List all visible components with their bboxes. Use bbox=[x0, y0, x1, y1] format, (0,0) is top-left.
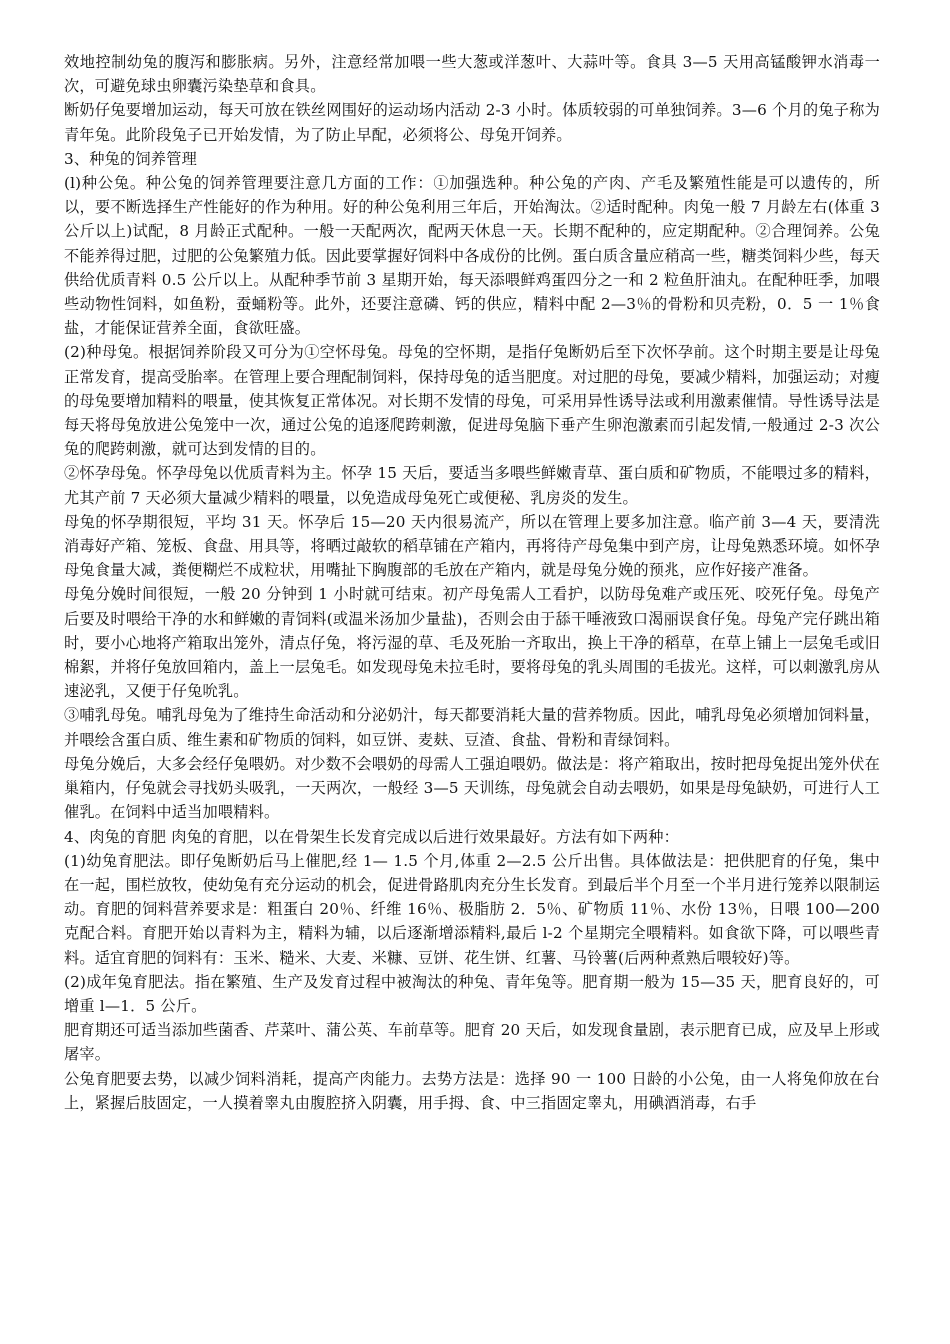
paragraph-fattening-additives: 肥育期还可适当添加些菌香、芹菜叶、蒲公英、车前草等。肥育 20 天后，如发现食量剧，表示肥育已成，应及早上形或屠宰。 bbox=[64, 1021, 880, 1064]
paragraph-nursing: 母兔分娩后，大多会经仔兔喂奶。对少数不会喂奶的母需人工强迫喂奶。做法是：将产箱取出，按时把母兔捉出笼外伏在巢箱内，仔兔就会寻找奶头吸乳，一天两次，一般经 3—5 天训练，母兔就会自动去喂奶，如果是母兔缺奶，可进行人工催乳。在饲料中适当加喂精料。 bbox=[64, 754, 880, 822]
section-heading-breeding-rabbits: 3、种兔的饲养管理 bbox=[64, 149, 197, 168]
paragraph-weaning-diarrhea: 效地控制幼兔的腹泻和膨胀病。另外，注意经常加喂一些大葱或洋葱叶、大蒜叶等。食具 3—5 天用高锰酸钾水消毒一次，可避免球虫卵囊污染垫草和食具。 bbox=[64, 53, 880, 96]
paragraph-breeding-doe-open: (2)种母兔。根据饲养阶段又可分为①空怀母兔。母兔的空怀期，是指仔兔断奶后至下次怀孕前。这个时期主要是让母兔正常发育，提高受胎率。在管理上要合理配制饲料，保持母兔的适当肥度。对过肥的母兔，要减少精料，加强运动；对瘦的母兔要增加精料的喂量，使其恢复正常体况。对长期不发情的母兔，可采用异性诱导法或利用激素催情。导性诱导法是每天将母兔放进公兔笼中一次，通过公兔的追逐爬跨刺激，促进母兔脑下垂产生卵泡激素而引起发情,一般通过 2-3 次公兔的爬跨刺激，就可达到发情的目的。 bbox=[64, 343, 880, 459]
section-heading-fattening: 4、肉兔的育肥 肉兔的育肥，以在骨架生长发育完成以后进行效果最好。方法有如下两种： bbox=[64, 827, 680, 846]
paragraph-weaned-rabbits: 断奶仔兔要增加运动，每天可放在铁丝网围好的运动场内活动 2-3 小时。体质较弱的可单独饲养。3—6 个月的兔子称为青年兔。此阶段兔子已开始发情，为了防止早配，必须将公、母兔开饲养。 bbox=[64, 101, 880, 144]
paragraph-gestation-period: 母兔的怀孕期很短，平均 31 天。怀孕后 15—20 天内很易流产，所以在管理上要多加注意。临产前 3—4 天，要清洗消毒好产箱、笼板、食盘、用具等，将晒过敲软的稻草铺在产箱内，再将待产母兔集中到产房，让母兔熟悉环境。如怀孕母兔食量大减，粪便糊烂不成粒状，用嘴扯下胸腹部的毛放在产箱内，就是母兔分娩的预兆，应作好接产准备。 bbox=[64, 512, 880, 580]
paragraph-young-fattening: (1)幼兔育肥法。即仔兔断奶后马上催肥,经 1— 1.5 个月,体重 2—2.5 公斤出售。具体做法是：把供肥育的仔兔，集中在一起，围栏放牧，使幼兔有充分运动的机会，促进骨路肌肉充分生长发育。到最后半个月至一个半月进行笼养以限制运动。育肥的饲料营养要求是：粗蛋白 20％、纤维 16％、极脂肪 2．5％、矿物质 11％、水份 13％，日喂 100—200 克配合料。育肥开始以青料为主，精料为辅，以后逐渐增添精料,最后 l-2 个星期完全喂精料。如食欲下降，可以喂些青料。适宜育肥的饲料有：玉米、糙米、大麦、米糠、豆饼、花生饼、红薯、马铃薯(后两种煮熟后喂较好)等。 bbox=[64, 851, 880, 967]
paragraph-adult-fattening: (2)成年兔育肥法。指在繁殖、生产及发育过程中被淘汰的种兔、青年兔等。肥育期一般为 15—35 天，肥育良好的，可增重 l—1．5 公斤。 bbox=[64, 972, 880, 1015]
paragraph-pregnant-doe: ②怀孕母兔。怀孕母兔以优质青料为主。怀孕 15 天后，要适当多喂些鲜嫩青草、蛋白质和矿物质，不能喂过多的精料，尤其产前 7 天必须大量减少精料的喂量，以免造成母兔死亡或便秘、乳房炎的发生。 bbox=[64, 464, 880, 507]
paragraph-breeding-buck: (l)种公兔。种公兔的饲养管理要注意几方面的工作：①加强选种。种公兔的产肉、产毛及繁殖性能是可以遗传的，所以，要不断选择生产性能好的作为种用。好的种公兔利用三年后，开始淘汰。②适时配种。肉兔一般 7 月龄左右(体重 3 公斤以上)试配，8 月龄正式配种。一般一天配两次，配两天休息一天。长期不配种的，应定期配种。②合理饲养。公兔不能养得过肥，过肥的公兔繁殖力低。因此要掌握好饲料中各成份的比例。蛋白质含量应稍高一些，糖类饲料少些，每天供给优质青料 0.5 公斤以上。从配种季节前 3 星期开始，每天添喂鲜鸡蛋四分之一和 2 粒鱼肝油丸。在配种旺季，加喂些动物性饲料，如鱼粉，蚕蛹粉等。此外，还要注意磷、钙的供应，精料中配 2—3％的骨粉和贝壳粉，0．5 一 1％食盐，才能保证营养全面，食欲旺盛。 bbox=[64, 174, 880, 338]
paragraph-castration: 公兔育肥要去势，以减少饲料消耗，提高产肉能力。去势方法是：选择 90 一 100 日龄的小公兔，由一人将兔仰放在台上，紧握后肢固定，一人摸着睾丸由腹腔挤入阴囊，用手拇、食、中三指固定睾丸，用碘酒消毒，右手 bbox=[64, 1069, 880, 1112]
paragraph-lactating-doe: ③哺乳母兔。哺乳母兔为了维持生命活动和分泌奶汁，每天都要消耗大量的营养物质。因此，哺乳母兔必须增加饲料量，并喂绘含蛋白质、维生素和矿物质的饲料，如豆饼、麦麸、豆渣、食盐、骨粉和青绿饲料。 bbox=[64, 706, 880, 749]
paragraph-kindling: 母兔分娩时间很短，一般 20 分钟到 1 小时就可结束。初产母兔需人工看护，以防母兔难产或压死、咬死仔兔。母兔产后要及时喂给干净的水和鲜嫩的青饲料(或温米汤加少量盐)，否则会由于舔干唾液致口渴丽误食仔兔。母兔产完仔跳出箱时，要小心地将产箱取出笼外，清点仔兔，将污湿的草、毛及死胎一齐取出，换上干净的稻草，在草上铺上一层兔毛或旧棉絮，并将仔兔放回箱内，盖上一层兔毛。如发现母兔未拉毛时，要将母兔的乳头周围的毛拔光。这样，可以刺激乳房从速泌乳，又便于仔兔吮乳。 bbox=[64, 585, 880, 701]
